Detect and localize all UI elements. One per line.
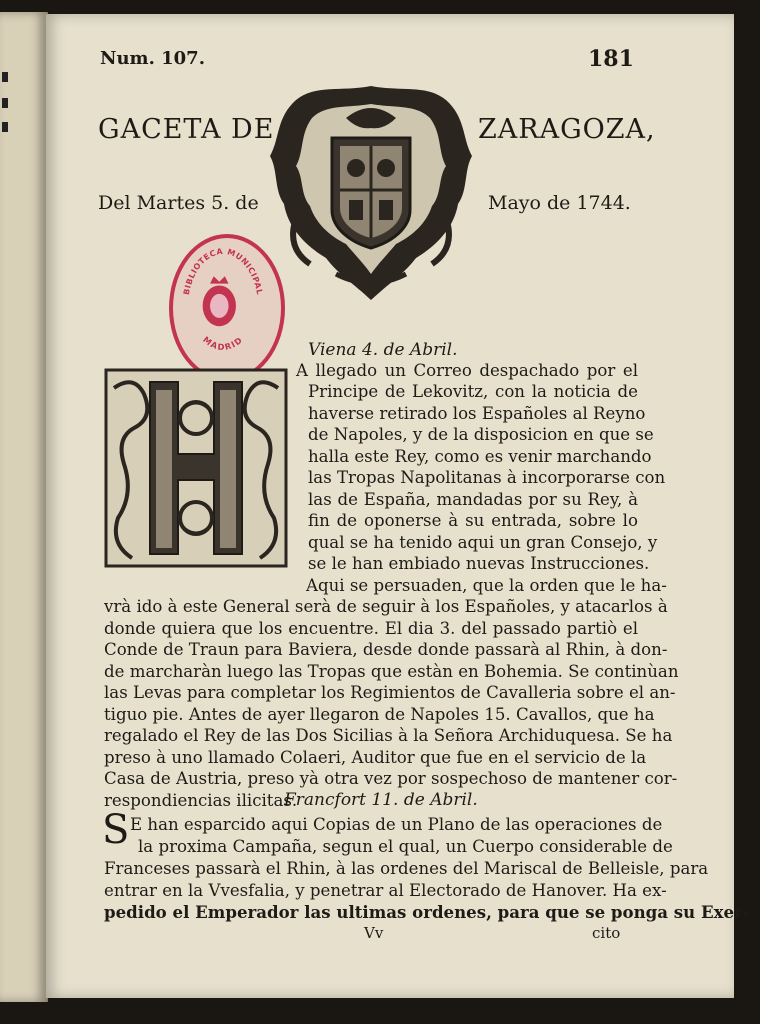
edge-mark bbox=[2, 122, 8, 132]
edge-mark bbox=[2, 72, 8, 82]
text-line: pedido el Emperador las ultimas ordenes, para que se ponga su Exer- bbox=[104, 902, 750, 922]
text-line: fin de oponerse à su entrada, sobre lo bbox=[308, 511, 638, 530]
coat-of-arms-icon bbox=[266, 78, 476, 304]
text-line: Casa de Austria, preso yà otra vez por sospechoso de mantener cor- bbox=[104, 769, 678, 788]
stamp-seal-icon bbox=[173, 238, 273, 370]
text-line: Conde de Traun para Baviera, desde donde passarà al Rhin, à don- bbox=[104, 640, 668, 659]
text-line: entrar en la Vvesfalia, y penetrar al Electorado de Hanover. Ha ex- bbox=[104, 881, 667, 900]
masthead-left: GACETA DE bbox=[98, 114, 275, 145]
dateline-right: Mayo de 1744. bbox=[488, 192, 631, 214]
text-line: respondiencias ilicitas. bbox=[104, 791, 298, 810]
text-line: donde quiera que los encuentre. El dia 3. del passado partiò el bbox=[104, 619, 638, 638]
text-line: Franceses passarà el Rhin, à las ordenes del Mariscal de Belleisle, para bbox=[104, 859, 709, 878]
article-heading: Francfort 11. de Abril. bbox=[284, 790, 478, 810]
text-line: regalado el Rey de las Dos Sicilias à la Señora Archiduquesa. Se ha bbox=[104, 726, 673, 745]
text-line: halla este Rey, como es venir marchando bbox=[308, 447, 652, 466]
signature-mark: Vv bbox=[364, 924, 384, 942]
text-line: se le han embiado nuevas Instrucciones. bbox=[308, 554, 650, 573]
svg-text:MADRID bbox=[201, 334, 245, 352]
masthead-right: ZARAGOZA, bbox=[478, 114, 656, 145]
text-line: la proxima Campaña, segun el qual, un Cuerpo considerable de bbox=[138, 837, 673, 856]
facing-page-edge bbox=[0, 12, 48, 1002]
text-line: las de España, mandadas por su Rey, à bbox=[308, 490, 638, 509]
text-line: las Tropas Napolitanas à incorporarse con bbox=[308, 468, 666, 487]
stamp-text-bottom: MADRID bbox=[201, 334, 245, 353]
text-line: A llegado un Correo despachado por el bbox=[296, 361, 638, 380]
text-line: Principe de Lekovitz, con la noticia de bbox=[308, 382, 638, 401]
drop-cap-h-ornament bbox=[104, 368, 288, 568]
text-line: haverse retirado los Españoles al Reyno bbox=[308, 404, 646, 423]
dateline-left: Del Martes 5. de bbox=[98, 192, 259, 214]
page-number: 181 bbox=[588, 46, 634, 72]
text-line: preso à uno llamado Colaeri, Auditor que fue en el servicio de la bbox=[104, 748, 647, 767]
text-line: tiguo pie. Antes de ayer llegaron de Napoles 15. Cavallos, que ha bbox=[104, 705, 655, 724]
text-line: qual se ha tenido aqui un gran Consejo, y bbox=[308, 533, 658, 552]
issue-number: Num. 107. bbox=[100, 48, 205, 69]
text-line: las Levas para completar los Regimientos de Cavalleria sobre el an- bbox=[104, 683, 676, 702]
edge-mark bbox=[2, 98, 8, 108]
text-line: de marcharàn luego las Tropas que estàn en Bohemia. Se continùan bbox=[104, 662, 679, 681]
stamp-text-top: BIBLIOTECA MUNICIPAL bbox=[181, 246, 265, 296]
catchword: cito bbox=[592, 924, 621, 942]
gazette-page bbox=[46, 14, 750, 998]
library-stamp bbox=[169, 234, 285, 382]
text-line: vrà ido à este General serà de seguir à los Españoles, y atacarlos à bbox=[104, 597, 668, 616]
text-line: E han esparcido aqui Copias de un Plano de las operaciones de bbox=[130, 815, 663, 834]
article-heading: Viena 4. de Abril. bbox=[308, 340, 458, 360]
drop-cap-s: S bbox=[102, 807, 130, 853]
text-line: Aqui se persuaden, que la orden que le ha- bbox=[306, 576, 667, 595]
text-line: de Napoles, y de la disposicion en que se bbox=[308, 425, 654, 444]
